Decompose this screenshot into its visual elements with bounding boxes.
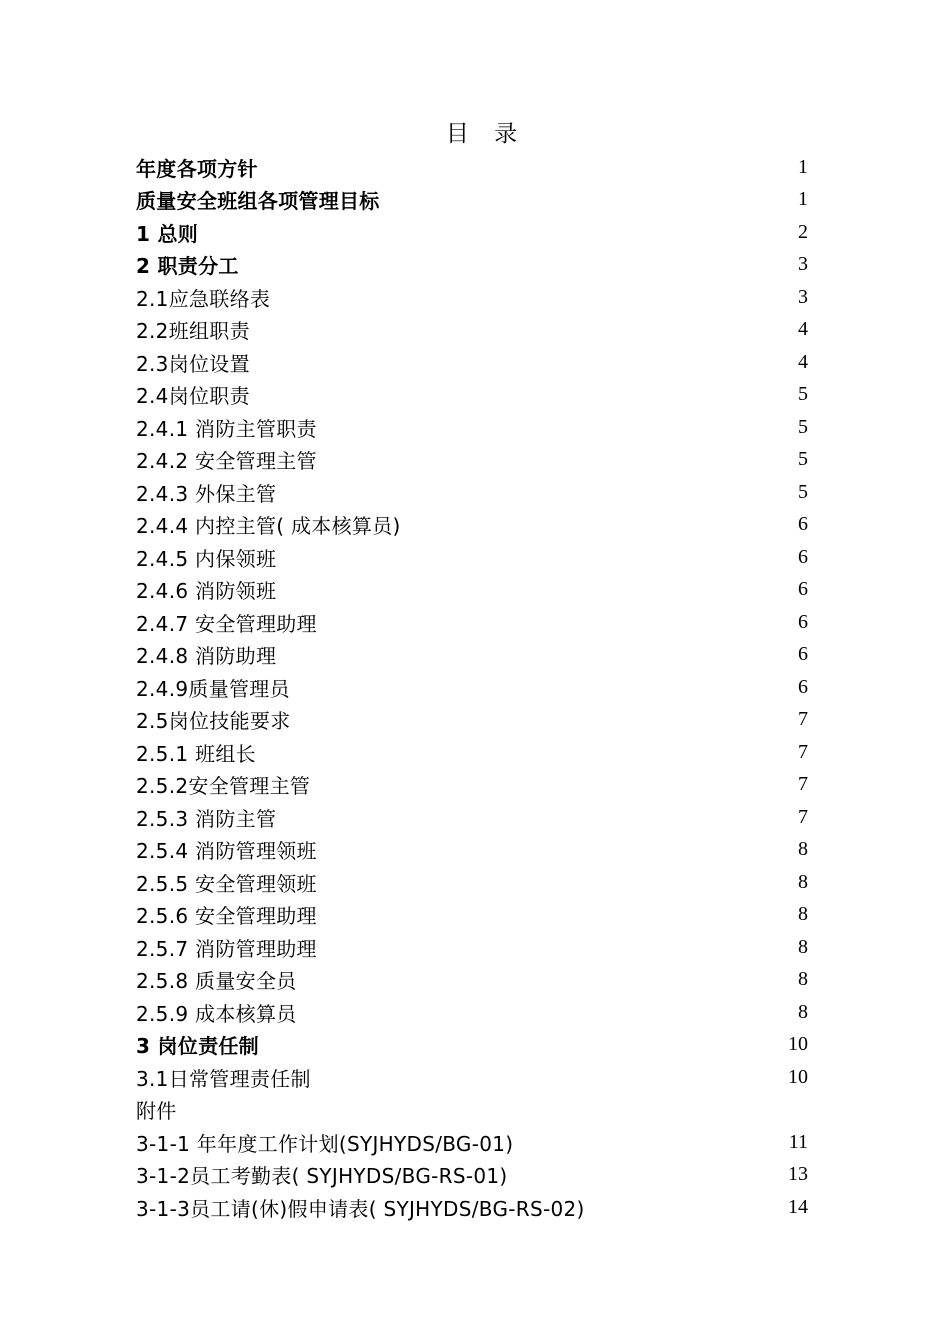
toc-entry[interactable]	[136, 151, 808, 184]
toc-entry-page-number: 10	[788, 1033, 808, 1056]
toc-entry-page-number: 10	[788, 1065, 808, 1088]
toc-entry[interactable]	[136, 184, 808, 217]
toc-entry[interactable]	[136, 509, 808, 542]
toc-entry-page-number: 4	[798, 350, 808, 373]
toc-entry[interactable]	[136, 1029, 808, 1062]
toc-entry[interactable]	[136, 444, 808, 477]
toc-entry[interactable]	[136, 769, 808, 802]
toc-entry-page-number: 8	[798, 838, 808, 861]
toc-entry[interactable]	[136, 736, 808, 769]
toc-entry-page-number: 5	[798, 448, 808, 471]
toc-entry[interactable]	[136, 931, 808, 964]
toc-entry-label: 2.4.6 消防领班	[136, 579, 277, 604]
toc-entry[interactable]	[136, 411, 808, 444]
toc-entry[interactable]	[136, 314, 808, 347]
toc-entry[interactable]	[136, 476, 808, 509]
toc-entry-page-number: 7	[798, 740, 808, 763]
toc-entry-label: 2.5.3 消防主管	[136, 806, 277, 831]
toc-entry[interactable]	[136, 574, 808, 607]
toc-entry-label: 2.4.5 内保领班	[136, 546, 277, 571]
toc-entry-page-number: 6	[798, 610, 808, 633]
toc-entry-label: 年度各项方针	[136, 156, 258, 181]
toc-entry-page-number: 3	[798, 253, 808, 276]
toc-entry[interactable]	[136, 346, 808, 379]
toc-entry[interactable]	[136, 704, 808, 737]
toc-entry-label: 2.4.9质量管理员	[136, 676, 290, 701]
toc-entry[interactable]	[136, 249, 808, 282]
toc-entry-label: 2.5岗位技能要求	[136, 709, 291, 734]
toc-entry-page-number: 1	[798, 188, 808, 211]
toc-entry-label: 附件	[136, 1099, 177, 1124]
toc-entry[interactable]	[136, 639, 808, 672]
toc-entry-page-number: 4	[798, 318, 808, 341]
toc-entry-page-number: 11	[788, 1130, 808, 1153]
toc-entry-label: 1 总则	[136, 221, 199, 246]
toc-entry[interactable]	[136, 834, 808, 867]
toc-entry-label: 2.4.7 安全管理助理	[136, 611, 317, 636]
toc-entry-label: 2.5.6 安全管理助理	[136, 904, 317, 929]
toc-entry[interactable]	[136, 1061, 808, 1094]
toc-entry-label: 2.5.9 成本核算员	[136, 1001, 297, 1026]
toc-entry[interactable]	[136, 216, 808, 249]
toc-entry-label: 2 职责分工	[136, 254, 239, 279]
toc-entry-page-number: 3	[798, 285, 808, 308]
toc-entry-page-number: 6	[798, 675, 808, 698]
toc-entry-label: 2.5.2安全管理主管	[136, 774, 311, 799]
toc-entry-label: 2.4.4 内控主管( 成本核算员)	[136, 514, 401, 539]
toc-entry[interactable]	[136, 1094, 808, 1127]
toc-entry[interactable]	[136, 671, 808, 704]
toc-entry-label: 2.5.7 消防管理助理	[136, 936, 317, 961]
toc-entry-label: 2.4岗位职责	[136, 384, 250, 409]
toc-entry[interactable]	[136, 899, 808, 932]
toc-entry-page-number: 6	[798, 578, 808, 601]
toc-entry-page-number: 7	[798, 805, 808, 828]
toc-entry-label: 2.1应急联络表	[136, 286, 271, 311]
toc-entry-page-number: 13	[788, 1163, 808, 1186]
toc-entry[interactable]	[136, 606, 808, 639]
toc-entry[interactable]	[136, 1191, 808, 1224]
toc-entry-label: 2.5.5 安全管理领班	[136, 871, 317, 896]
toc-title: 目 录	[445, 121, 527, 147]
toc-entry-page-number: 8	[798, 870, 808, 893]
toc-entry[interactable]	[136, 541, 808, 574]
toc-entry-page-number: 8	[798, 968, 808, 991]
toc-entry-page-number: 5	[798, 480, 808, 503]
toc-entry-page-number: 8	[798, 903, 808, 926]
toc-entry-label: 3-1-2员工考勤表( SYJHYDS/BG-RS-01)	[136, 1164, 508, 1189]
toc-entry-label: 3 岗位责任制	[136, 1034, 259, 1059]
toc-entry[interactable]	[136, 964, 808, 997]
toc-entry-page-number: 6	[798, 643, 808, 666]
toc-entry-page-number: 5	[798, 415, 808, 438]
toc-entry-label: 2.5.1 班组长	[136, 741, 256, 766]
toc-entry-label: 质量安全班组各项管理目标	[136, 189, 380, 214]
toc-entry-label: 2.5.8 质量安全员	[136, 969, 297, 994]
toc-entry-label: 3.1日常管理责任制	[136, 1066, 311, 1091]
toc-entry-page-number: 1	[798, 155, 808, 178]
toc-entry-page-number: 14	[788, 1195, 808, 1218]
toc-entry-label: 2.4.1 消防主管职责	[136, 416, 317, 441]
toc-entry[interactable]	[136, 1126, 808, 1159]
toc-entry[interactable]	[136, 379, 808, 412]
toc-entry[interactable]	[136, 866, 808, 899]
toc-list	[136, 151, 808, 1224]
toc-entry-page-number: 7	[798, 708, 808, 731]
toc-entry-label: 3-1-3员工请(休)假申请表( SYJHYDS/BG-RS-02)	[136, 1196, 585, 1221]
toc-entry-label: 3-1-1 年年度工作计划(SYJHYDS/BG-01)	[136, 1131, 514, 1156]
toc-entry-page-number: 7	[798, 773, 808, 796]
toc-entry[interactable]	[136, 996, 808, 1029]
toc-entry-page-number: 2	[798, 220, 808, 243]
toc-entry[interactable]	[136, 801, 808, 834]
toc-entry-page-number: 6	[798, 545, 808, 568]
toc-entry[interactable]	[136, 1159, 808, 1192]
toc-entry-page-number: 5	[798, 383, 808, 406]
toc-entry-page-number: 8	[798, 935, 808, 958]
toc-entry-label: 2.4.3 外保主管	[136, 481, 277, 506]
toc-entry-label: 2.4.2 安全管理主管	[136, 449, 317, 474]
toc-entry-page-number: 6	[798, 513, 808, 536]
toc-entry-page-number: 8	[798, 1000, 808, 1023]
toc-entry-label: 2.3岗位设置	[136, 351, 250, 376]
toc-entry-label: 2.4.8 消防助理	[136, 644, 277, 669]
toc-entry[interactable]	[136, 281, 808, 314]
toc-entry-label: 2.5.4 消防管理领班	[136, 839, 317, 864]
toc-entry-label: 2.2班组职责	[136, 319, 250, 344]
